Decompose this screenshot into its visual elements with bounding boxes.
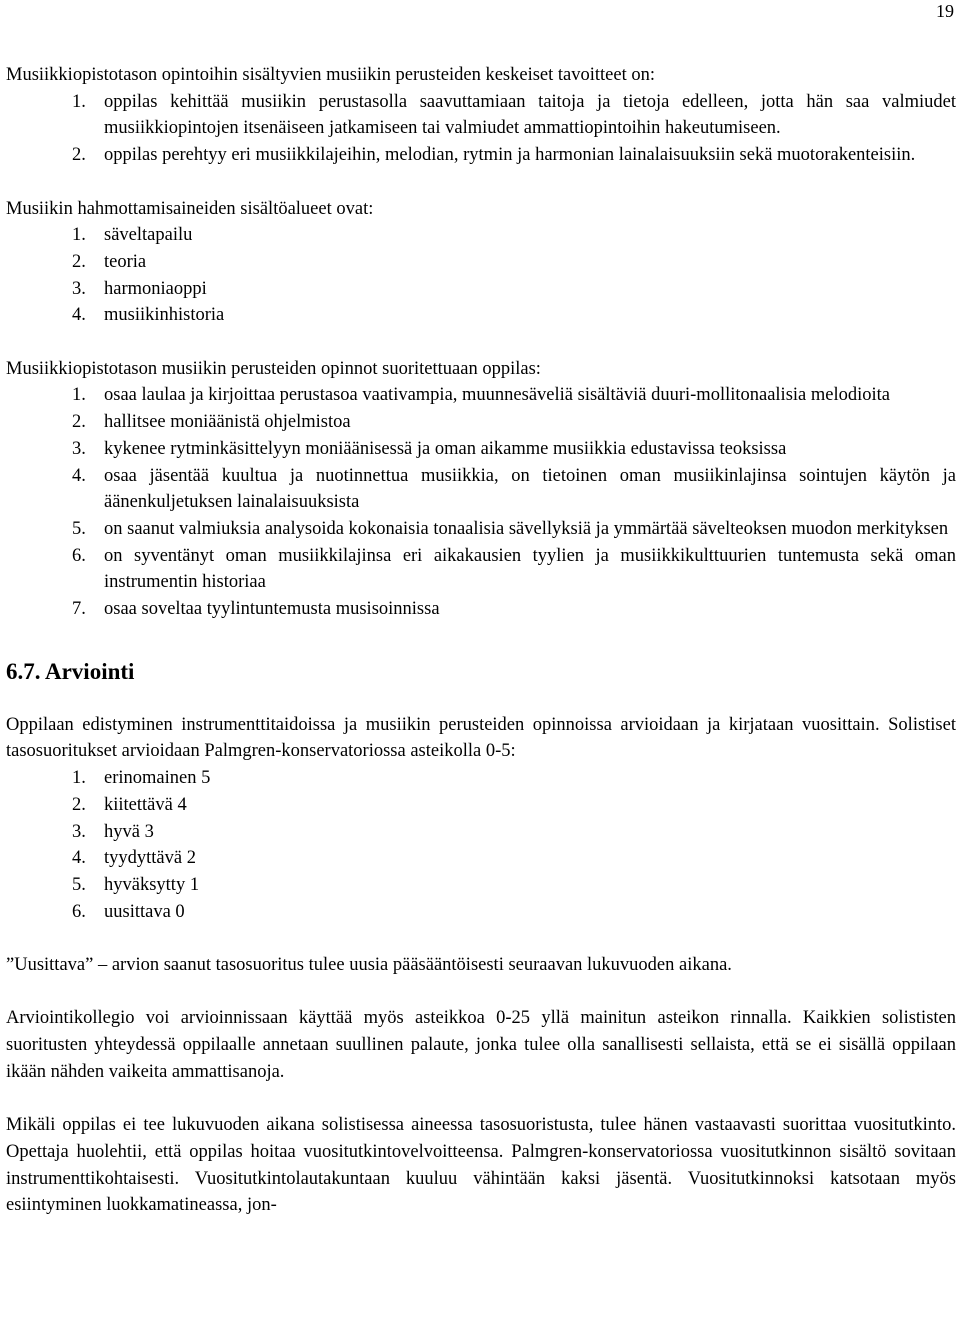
list-text: erinomainen 5 bbox=[104, 768, 211, 789]
assessment-intro: Oppilaan edistyminen instrumenttitaidoissa ja musiikin perusteiden opinnoissa arvioidaan ja kirjataan vuosittain. Solistiset tasosuoritukset arvioidaan Palmgren-konservatoriossa asteikolla 0-5: bbox=[6, 714, 956, 762]
list-item bbox=[6, 302, 956, 329]
list-number: 2. bbox=[72, 794, 86, 815]
list-number: 6. bbox=[72, 901, 86, 922]
list-number: 3. bbox=[72, 278, 86, 299]
spacer bbox=[6, 925, 956, 952]
list-text: kiitettävä 4 bbox=[104, 794, 187, 815]
list-item bbox=[6, 819, 956, 846]
list-number: 1. bbox=[72, 385, 86, 406]
list-number: 5. bbox=[72, 518, 86, 539]
document-body bbox=[6, 62, 956, 1219]
spacer bbox=[6, 1086, 956, 1113]
spacer bbox=[6, 329, 956, 356]
spacer bbox=[6, 686, 956, 712]
list-number: 2. bbox=[72, 145, 86, 166]
list-number: 3. bbox=[72, 438, 86, 459]
list-text: uusittava 0 bbox=[104, 901, 185, 922]
section-heading: 6.7. Arviointi bbox=[6, 658, 135, 684]
uusittava-note: ”Uusittava” – arvion saanut tasosuoritus tulee uusia pääsääntöisesti seuraavan lukuvuoden aikana. bbox=[6, 955, 732, 976]
list-item bbox=[6, 899, 956, 926]
list-text: oppilas perehtyy eri musiikkilajeihin, melodian, rytmin ja harmonian lainalaisuuksiin sekä muotorakenteisiin. bbox=[104, 145, 916, 166]
list-text: säveltapailu bbox=[104, 225, 193, 246]
content-areas-intro: Musiikin hahmottamisaineiden sisältöalueet ovat: bbox=[6, 198, 374, 219]
spacer bbox=[6, 623, 956, 658]
list-text: kykenee rytminkäsittelyyn moniäänisessä ja oman aikamme musiikkia edustavissa teoksissa bbox=[104, 438, 787, 459]
list-text: osaa jäsentää kuultua ja nuotinnettua musiikkia, on tietoinen oman musiikinlajinsa sointujen käytön ja äänenkuljetuksen lainalaisuuksista bbox=[104, 465, 956, 513]
list-item bbox=[6, 382, 956, 409]
list-text: tyydyttävä 2 bbox=[104, 848, 196, 869]
page-number: 19 bbox=[936, 1, 954, 21]
list-number: 4. bbox=[72, 848, 86, 869]
completed-section bbox=[6, 356, 956, 623]
list-item bbox=[6, 222, 956, 249]
spacer bbox=[6, 979, 956, 1006]
list-text: hyvä 3 bbox=[104, 821, 154, 842]
list-number: 3. bbox=[72, 821, 86, 842]
goals-list bbox=[6, 89, 956, 169]
list-number: 2. bbox=[72, 251, 86, 272]
list-text: harmoniaoppi bbox=[104, 278, 207, 299]
list-number: 6. bbox=[72, 545, 86, 566]
list-item bbox=[6, 409, 956, 436]
list-item bbox=[6, 596, 956, 623]
goals-intro: Musiikkiopistotason opintoihin sisältyvien musiikin perusteiden keskeiset tavoitteet on: bbox=[6, 65, 655, 85]
list-text: osaa laulaa ja kirjoittaa perustasoa vaativampia, muunnesäveliä sisältäviä duuri-mollitonaalisia melodioita bbox=[104, 385, 890, 406]
spacer bbox=[6, 169, 956, 196]
assessment-scale-list bbox=[6, 765, 956, 925]
list-text: oppilas kehittää musiikin perustasolla saavuttamiaan taitoja ja tietoja edelleen, jotta hän saa valmiudet musiikkiopintojen itsenäiseen jatkamiseen tai valmiudet ammattiopintoihin hakeutumiseen. bbox=[104, 91, 956, 139]
list-number: 1. bbox=[72, 91, 86, 112]
list-number: 1. bbox=[72, 768, 86, 789]
list-number: 1. bbox=[72, 225, 86, 246]
list-item bbox=[6, 543, 956, 596]
collegium-note: Arviointikollegio voi arvioinnissaan käyttää myös asteikkoa 0-25 yllä mainitun asteikon rinnalla. Kaikkien solististen suoritusten yhteydessä oppilaalle annetaan suullinen palaute, jonka tulee olla sanallisesti sellaista, että se ei sisällä oppilaan ikään nähden vaikeita ammattisanoja. bbox=[6, 1008, 956, 1082]
list-text: hyväksytty 1 bbox=[104, 874, 200, 895]
list-text: hallitsee moniäänistä ohjelmistoa bbox=[104, 412, 351, 433]
list-item bbox=[6, 765, 956, 792]
goals-section bbox=[6, 62, 956, 169]
list-item bbox=[6, 436, 956, 463]
completed-intro: Musiikkiopistotason musiikin perusteiden opinnot suoritettuaan oppilas: bbox=[6, 358, 541, 379]
content-areas-section bbox=[6, 196, 956, 330]
list-text: osaa soveltaa tyylintuntemusta musisoinnissa bbox=[104, 599, 440, 620]
list-item bbox=[6, 276, 956, 303]
completed-list bbox=[6, 382, 956, 622]
list-number: 2. bbox=[72, 412, 86, 433]
list-number: 5. bbox=[72, 874, 86, 895]
content-areas-list bbox=[6, 222, 956, 329]
final-paragraph: Mikäli oppilas ei tee lukuvuoden aikana solistisessa aineessa tasosuoristusta, tulee hänen vastaavasti suorittaa vuositutkinto. Opettaja huolehtii, että oppilas hoitaa vuositutkintovelvoitteensa. Palmgren-konservatoriossa vuositutkinnon sisältö sovitaan instrumenttikohtaisesti. Vuositutkintolautakuntaan kuuluu vähintään kaksi jäsentä. Vuositutkinnoksi katsotaan myös esiintyminen luokkamatineassa, jon- bbox=[6, 1115, 956, 1216]
list-number: 4. bbox=[72, 305, 86, 326]
list-item bbox=[6, 516, 956, 543]
list-item bbox=[6, 792, 956, 819]
list-item bbox=[6, 142, 956, 169]
list-text: on saanut valmiuksia analysoida kokonaisia tonaalisia sävellyksiä ja ymmärtää sävelteoksen muodon merkityksen bbox=[104, 518, 949, 539]
list-number: 4. bbox=[72, 465, 86, 486]
list-text: musiikinhistoria bbox=[104, 305, 225, 326]
list-item bbox=[6, 845, 956, 872]
list-number: 7. bbox=[72, 599, 86, 620]
list-item bbox=[6, 872, 956, 899]
list-text: teoria bbox=[104, 251, 147, 272]
list-item bbox=[6, 249, 956, 276]
list-item bbox=[6, 463, 956, 516]
assessment-section bbox=[6, 658, 956, 1219]
list-item bbox=[6, 89, 956, 142]
list-text: on syventänyt oman musiikkilajinsa eri aikakausien tyylien ja musiikkikulttuurien tuntemusta sekä oman instrumentin historiaa bbox=[104, 545, 956, 593]
